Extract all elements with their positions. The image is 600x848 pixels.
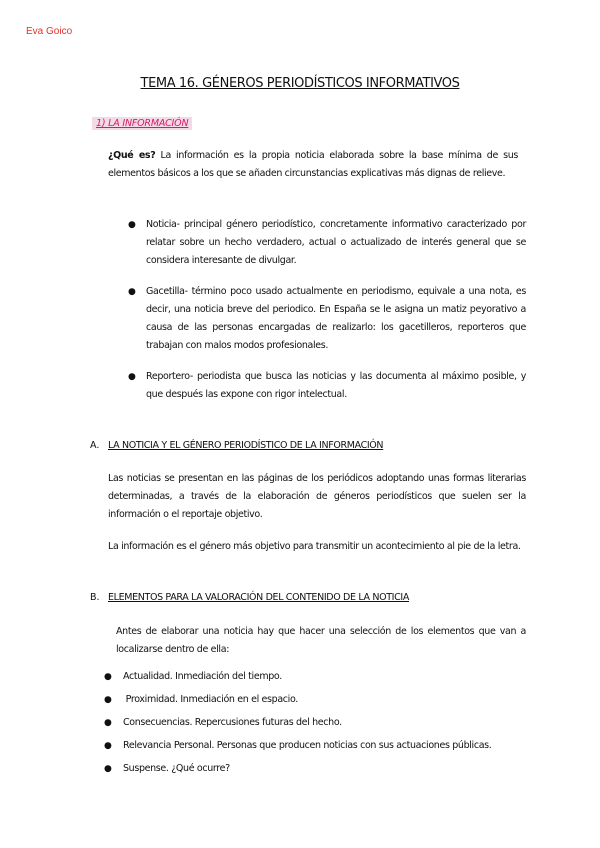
page-title: TEMA 16. GÉNEROS PERIODÍSTICOS INFORMATIVOS (140, 76, 460, 91)
intro-label: ¿Qué es? (108, 150, 156, 161)
section-b-letter: B. (90, 592, 100, 603)
intro-paragraph (108, 147, 518, 183)
list-item: Actualidad. Inmediación del tiempo. (123, 671, 282, 682)
author-name: Eva Goico (26, 26, 73, 37)
list-item: Relevancia Personal. Personas que producen noticias con sus actuaciones públicas. (123, 740, 492, 751)
section-a-letter: A. (90, 440, 100, 451)
section-b-intro: Antes de elaborar una noticia hay que hacer una selección de los elementos que van a localizarse dentro de ella: (116, 626, 526, 655)
bullet-icon: ● (128, 220, 136, 230)
section-b-heading: ELEMENTOS PARA LA VALORACIÓN DEL CONTENIDO DE LA NOTICIA (108, 592, 409, 603)
bullet-icon: ● (104, 764, 112, 774)
bullet-icon: ● (128, 372, 136, 382)
section-a-paragraph-2: La información es el género más objetivo para transmitir un acontecimiento al pie de la letra. (108, 541, 521, 552)
section-a-paragraph-1: Las noticias se presentan en las páginas de los periódicos adoptando unas formas literarias determinadas, a través de la elaboración de géneros periodísticos que suelen ser la información o el reportaje objetivo. (108, 473, 526, 520)
section-a-heading: LA NOTICIA Y EL GÉNERO PERIODÍSTICO DE LA INFORMACIÓN (108, 440, 384, 451)
bullet-gacetilla: Gacetilla- término poco usado actualmente en periodismo, equivale a una nota, es decir, una noticia breve del periodico. En España se le asigna un matiz peyorativo a causa de las personas encargadas de realizarlo: los gacetilleros, reporteros que trabajan con malos modos profesionales. (146, 286, 526, 351)
bullet-icon: ● (104, 741, 112, 751)
list-item: Proximidad. Inmediación en el espacio. (123, 694, 298, 705)
intro-text: La información es la propia noticia elaborada sobre la base mínima de sus elementos básicos a los que se añaden circunstancias explicativas más dignas de relieve. (108, 150, 518, 179)
bullet-icon: ● (128, 287, 136, 297)
list-item: Suspense. ¿Qué ocurre? (123, 763, 230, 774)
bullet-icon: ● (104, 672, 112, 682)
list-item: Consecuencias. Repercusiones futuras del hecho. (123, 717, 342, 728)
section-1-heading: 1) LA INFORMACIÓN (92, 117, 192, 130)
bullet-noticia: Noticia- principal género periodístico, concretamente informativo caracterizado por relatar sobre un hecho verdadero, actual o actualizado de interés general que se considera interesante de divulgar. (146, 219, 526, 266)
bullet-reportero: Reportero- periodista que busca las noticias y las documenta al máximo posible, y que después las expone con rigor intelectual. (146, 371, 526, 400)
bullet-icon: ● (104, 695, 112, 705)
bullet-icon: ● (104, 718, 112, 728)
